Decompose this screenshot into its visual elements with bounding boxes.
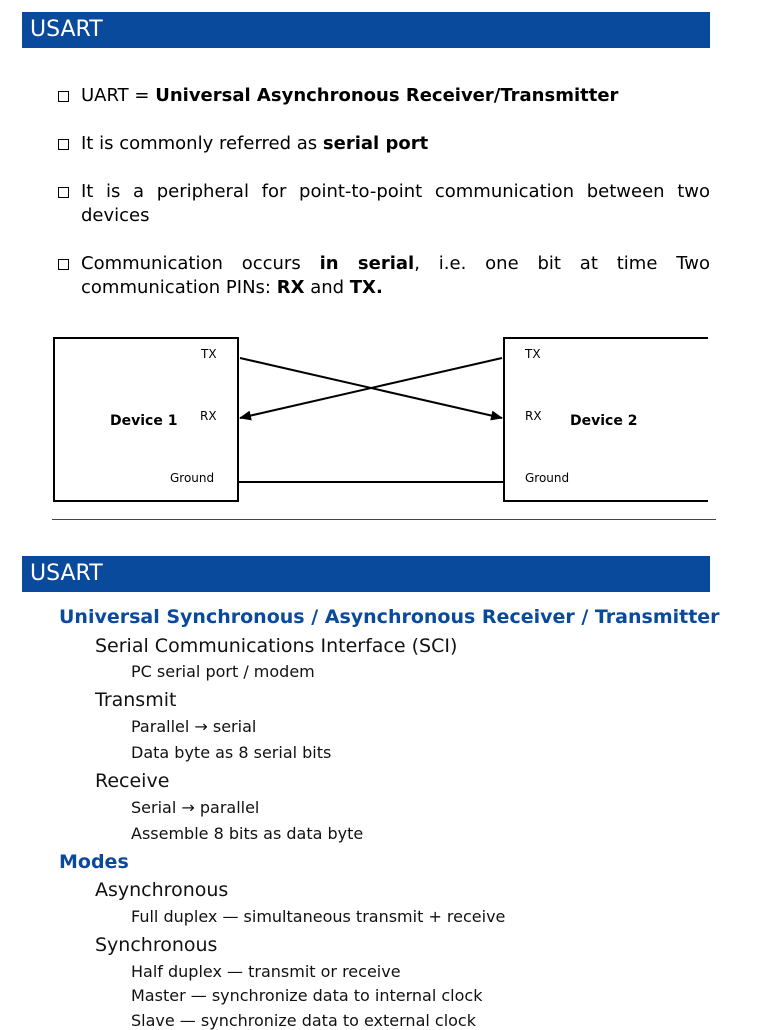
bullet-text: It is a peripheral for point-to-point communication between two devices	[81, 181, 710, 226]
device1-ground-label: Ground	[170, 471, 215, 485]
outline-item-level3: Serial → parallel	[131, 798, 260, 817]
device1-label: Device 1	[110, 413, 178, 429]
slide-divider	[52, 519, 716, 520]
bullet-peripheral	[58, 180, 710, 228]
outline-item-level3: Data byte as 8 serial bits	[131, 743, 332, 762]
bullet-serial-port	[58, 132, 710, 156]
bullet-bold-text: in serial	[319, 253, 415, 274]
outline-item-level2: Asynchronous	[95, 879, 229, 901]
slide1-bullet-list	[58, 84, 710, 324]
slide1-title-bar: USART	[22, 12, 710, 48]
outline-item-level2: Serial Communications Interface (SCI)	[95, 635, 458, 657]
outline-item-level3: Master — synchronize data to internal clock	[131, 986, 483, 1005]
outline-item-level2: Synchronous	[95, 934, 218, 956]
uart-connection-diagram	[0, 330, 768, 515]
bullet-bold-text: serial port	[322, 133, 429, 154]
outline-item-level3: Parallel → serial	[131, 717, 257, 736]
slide2-title-bar: USART	[22, 556, 710, 592]
checkbox-bullet-icon	[58, 259, 69, 270]
device1-tx-label: TX	[201, 347, 217, 361]
outline-item-level3: Assemble 8 bits as data byte	[131, 824, 364, 843]
outline-item-level3: Half duplex — transmit or receive	[131, 962, 401, 981]
bullet-text: It is commonly referred as	[81, 133, 323, 154]
checkbox-bullet-icon	[58, 187, 69, 198]
outline-item-level1: Universal Synchronous / Asynchronous Receiver / Transmitter	[59, 606, 720, 628]
outline-item-level2: Receive	[95, 770, 170, 792]
bullet-bold-text: Universal Asynchronous Receiver/Transmitter	[155, 85, 619, 106]
bullet-in-serial	[58, 252, 710, 300]
bullet-bold-tx: TX.	[349, 277, 383, 298]
device2-rx-label: RX	[525, 409, 542, 423]
outline-item-level1: Modes	[59, 851, 129, 873]
outline-item-level3: Full duplex — simultaneous transmit + receive	[131, 907, 506, 926]
device2-label: Device 2	[570, 413, 638, 429]
device2-tx-label: TX	[525, 347, 541, 361]
bullet-text: UART =	[81, 85, 156, 106]
device1-rx-label: RX	[200, 409, 217, 423]
device2-ground-label: Ground	[525, 471, 570, 485]
outline-item-level3: Slave — synchronize data to external clock	[131, 1011, 476, 1030]
outline-item-level3: PC serial port / modem	[131, 662, 315, 681]
bullet-text: , i.e. one bit at time Two communication PINs:	[81, 253, 710, 298]
bullet-text: and	[304, 277, 350, 298]
outline-item-level2: Transmit	[95, 689, 177, 711]
checkbox-bullet-icon	[58, 91, 69, 102]
bullet-bold-rx: RX	[276, 277, 305, 298]
bullet-uart-definition	[58, 84, 710, 108]
bullet-text: Communication occurs	[81, 253, 320, 274]
checkbox-bullet-icon	[58, 139, 69, 150]
